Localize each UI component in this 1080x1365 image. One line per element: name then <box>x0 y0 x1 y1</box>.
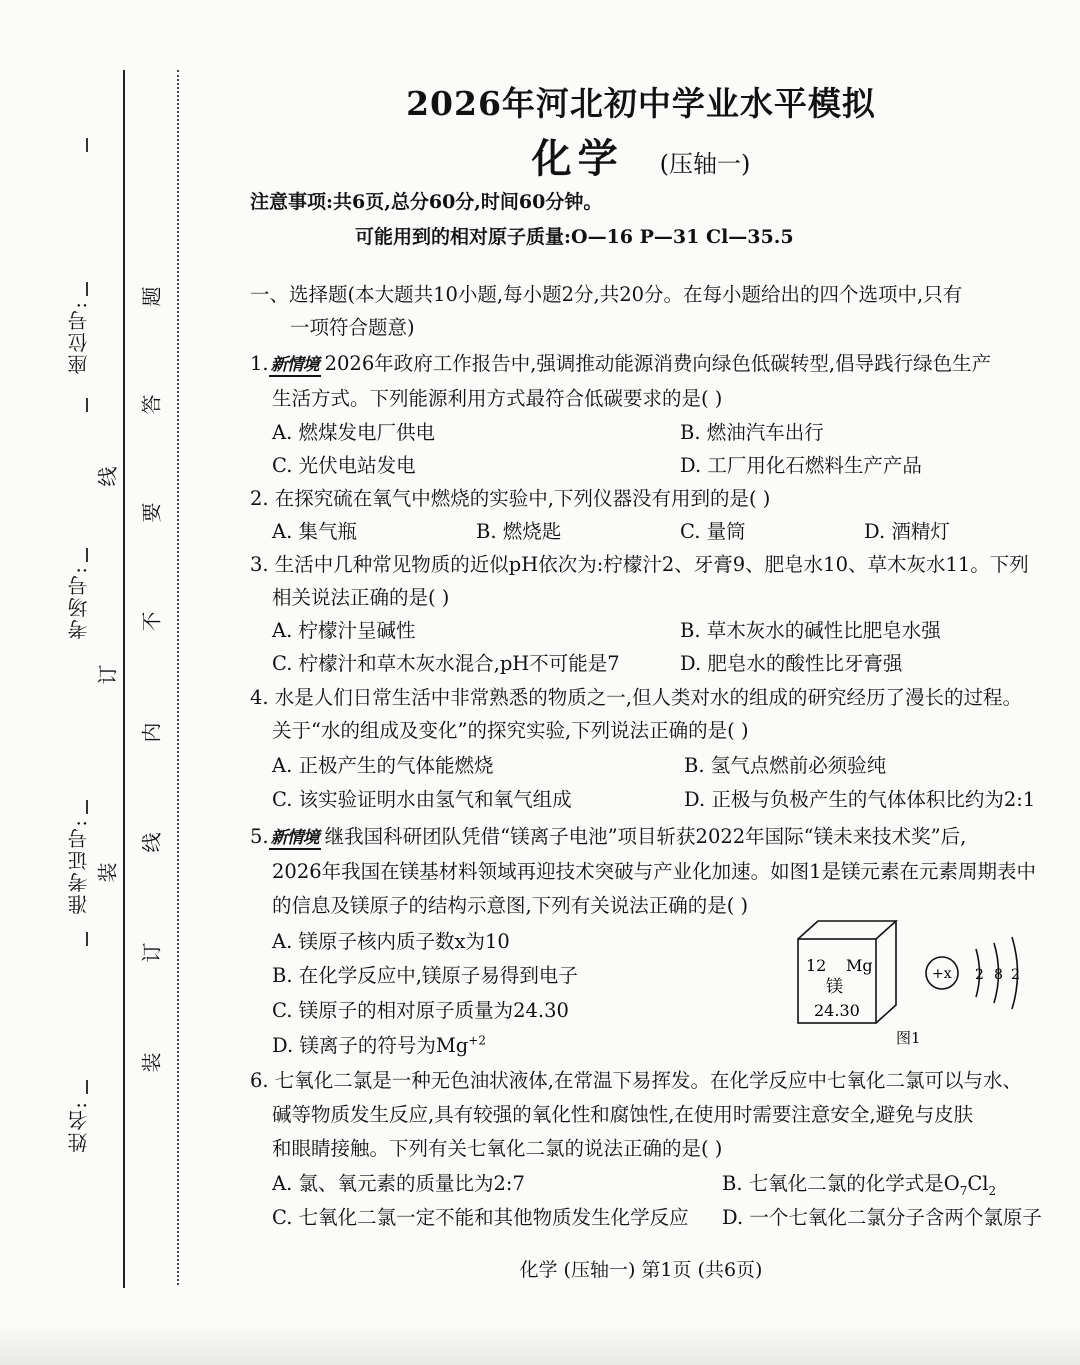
q6-option-c[interactable]: C. 七氧化二氯一定不能和其他物质发生化学反应 <box>272 1206 689 1229</box>
margin-inner-char: 订 <box>139 942 164 963</box>
margin-tick <box>86 932 88 946</box>
figure-1 <box>790 915 1050 1050</box>
question-1: 1. 新情境 2026年政府工作报告中,强调推动能源消费向绿色低碳转型,倡导践行绿色生产 <box>250 352 992 375</box>
question-5-cont: 的信息及镁原子的结构示意图,下列有关说法正确的是( ) <box>272 894 749 917</box>
margin-tick <box>86 398 88 412</box>
atomic-mass: 24.30 <box>814 1001 860 1020</box>
question-5-cont: 2026年我国在镁基材料领域再迎技术突破与产业化加速。如图1是镁元素在元素周期表中 <box>272 860 1037 883</box>
q1-option-b[interactable]: B. 燃油汽车出行 <box>680 421 824 444</box>
question-6-cont: 碱等物质发生反应,具有较强的氧化性和腐蚀性,在使用时需要注意安全,避免与皮肤 <box>272 1103 974 1126</box>
q2-option-c[interactable]: C. 量筒 <box>680 520 746 543</box>
binding-dotted-line <box>177 70 179 1285</box>
nucleus-charge: +x <box>932 966 952 982</box>
q5-option-d[interactable]: D. 镁离子的符号为$Mg^{+2}$ <box>272 1033 486 1057</box>
q3-option-a[interactable]: A. 柠檬汁呈碱性 <box>272 619 416 642</box>
atomic-masses: 可能用到的相对原子质量:O—16 P—31 Cl—35.5 <box>355 226 794 248</box>
page-footer: 化学 (压轴一) 第1页 (共6页) <box>519 1259 763 1281</box>
edition-label: (压轴一) <box>659 150 751 178</box>
margin-char-zhuang: 装 <box>95 862 120 883</box>
q3-option-c[interactable]: C. 柠檬汁和草木灰水混合,pH不可能是7 <box>272 652 620 675</box>
q4-option-d[interactable]: D. 正极与负极产生的气体体积比约为2:1 <box>684 788 1036 811</box>
exam-room-label: 考场号: <box>67 565 91 640</box>
q6-option-d[interactable]: D. 一个七氧化二氯分子含两个氯原子 <box>722 1206 1042 1229</box>
question-5: 5. 新情境 继我国科研团队凭借“镁离子电池”项目斩获2022年国际“镁未来技术奖”后, <box>250 825 967 848</box>
margin-inner-char: 要 <box>139 502 164 523</box>
name-label: 姓名: <box>67 1100 91 1153</box>
q4-option-c[interactable]: C. 该实验证明水由氢气和氧气组成 <box>272 788 572 811</box>
margin-tick <box>86 138 88 152</box>
q2-option-b[interactable]: B. 燃烧匙 <box>476 520 562 543</box>
q4-option-b[interactable]: B. 氢气点燃前必须验纯 <box>684 754 887 777</box>
margin-inner-char: 答 <box>139 394 164 415</box>
q4-option-a[interactable]: A. 正极产生的气体能燃烧 <box>272 754 494 777</box>
margin-inner-char: 题 <box>139 286 164 307</box>
magnesium-diagram <box>790 915 1050 1050</box>
subject-heading <box>250 127 1032 184</box>
q3-option-b[interactable]: B. 草木灰水的碱性比肥皂水强 <box>680 619 941 642</box>
exam-title: 2026年河北初中学业水平模拟 <box>406 84 876 123</box>
shell-count-1: 2 <box>975 967 984 983</box>
seat-number-label: 座位号: <box>67 300 91 375</box>
section-heading: 一、选择题(本大题共10小题,每小题2分,共20分。在每小题给出的四个选项中,只有 <box>250 283 963 306</box>
margin-inner-char: 内 <box>139 722 164 743</box>
shell-count-2: 8 <box>994 967 1003 983</box>
q2-option-a[interactable]: A. 集气瓶 <box>272 520 357 543</box>
binding-margin <box>0 0 190 1365</box>
margin-tick <box>86 548 88 562</box>
shell-count-3: 2 <box>1011 967 1020 983</box>
atomic-number: 12 <box>806 956 827 975</box>
question-1-cont: 生活方式。下列能源利用方式最符合低碳要求的是( ) <box>272 387 723 410</box>
question-2: 2. 在探究硫在氧气中燃烧的实验中,下列仪器没有用到的是( ) <box>250 487 771 510</box>
q6-option-b[interactable]: B. 七氧化二氯的化学式是$O_7Cl_2$ <box>722 1172 997 1198</box>
margin-char-xian: 线 <box>95 466 120 487</box>
margin-inner-char: 不 <box>139 611 164 632</box>
q6-option-a[interactable]: A. 氯、氧元素的质量比为2:7 <box>272 1172 525 1195</box>
new-context-badge: 新情境 <box>269 823 321 850</box>
q1-option-d[interactable]: D. 工厂用化石燃料生产产品 <box>680 454 922 477</box>
q2-option-d[interactable]: D. 酒精灯 <box>864 520 950 543</box>
margin-tick <box>86 282 88 296</box>
page-bottom-edge <box>0 1325 1080 1365</box>
margin-tick <box>86 800 88 814</box>
margin-inner-char: 线 <box>139 832 164 853</box>
admission-ticket-label: 准考证号: <box>67 818 91 915</box>
margin-char-ding: 订 <box>95 664 120 685</box>
binding-solid-line <box>123 70 125 1288</box>
question-4-cont: 关于“水的组成及变化”的探究实验,下列说法正确的是( ) <box>272 719 749 742</box>
q5-option-b[interactable]: B. 在化学反应中,镁原子易得到电子 <box>272 964 578 987</box>
figure-caption: 图1 <box>896 1029 921 1047</box>
element-cell-top <box>798 921 896 939</box>
section-heading-cont: 一项符合题意) <box>290 316 415 339</box>
element-name: 镁 <box>826 977 843 997</box>
question-4: 4. 水是人们日常生活中非常熟悉的物质之一,但人类对水的组成的研究经历了漫长的过程。 <box>250 686 1023 709</box>
q5-option-c[interactable]: C. 镁原子的相对原子质量为24.30 <box>272 999 569 1022</box>
margin-inner-char: 装 <box>139 1052 164 1073</box>
question-6-cont: 和眼睛接触。下列有关七氧化二氯的说法正确的是( ) <box>272 1137 723 1160</box>
subject-name: 化学 <box>531 135 624 182</box>
exam-notice: 注意事项:共6页,总分60分,时间60分钟。 <box>250 191 603 213</box>
question-6: 6. 七氧化二氯是一种无色油状液体,在常温下易挥发。在化学反应中七氧化二氯可以与水、 <box>250 1069 1023 1092</box>
question-3-cont: 相关说法正确的是( ) <box>272 586 450 609</box>
q3-option-d[interactable]: D. 肥皂水的酸性比牙膏强 <box>680 652 903 675</box>
q1-option-c[interactable]: C. 光伏电站发电 <box>272 454 416 477</box>
q5-option-a[interactable]: A. 镁原子核内质子数x为10 <box>272 930 510 953</box>
new-context-badge: 新情境 <box>269 350 321 377</box>
element-symbol: Mg <box>846 956 873 975</box>
question-3: 3. 生活中几种常见物质的近似pH依次为:柠檬汁2、牙膏9、肥皂水10、草木灰水11。下列 <box>250 553 1029 576</box>
q1-option-a[interactable]: A. 燃煤发电厂供电 <box>272 421 435 444</box>
margin-tick <box>86 1080 88 1094</box>
